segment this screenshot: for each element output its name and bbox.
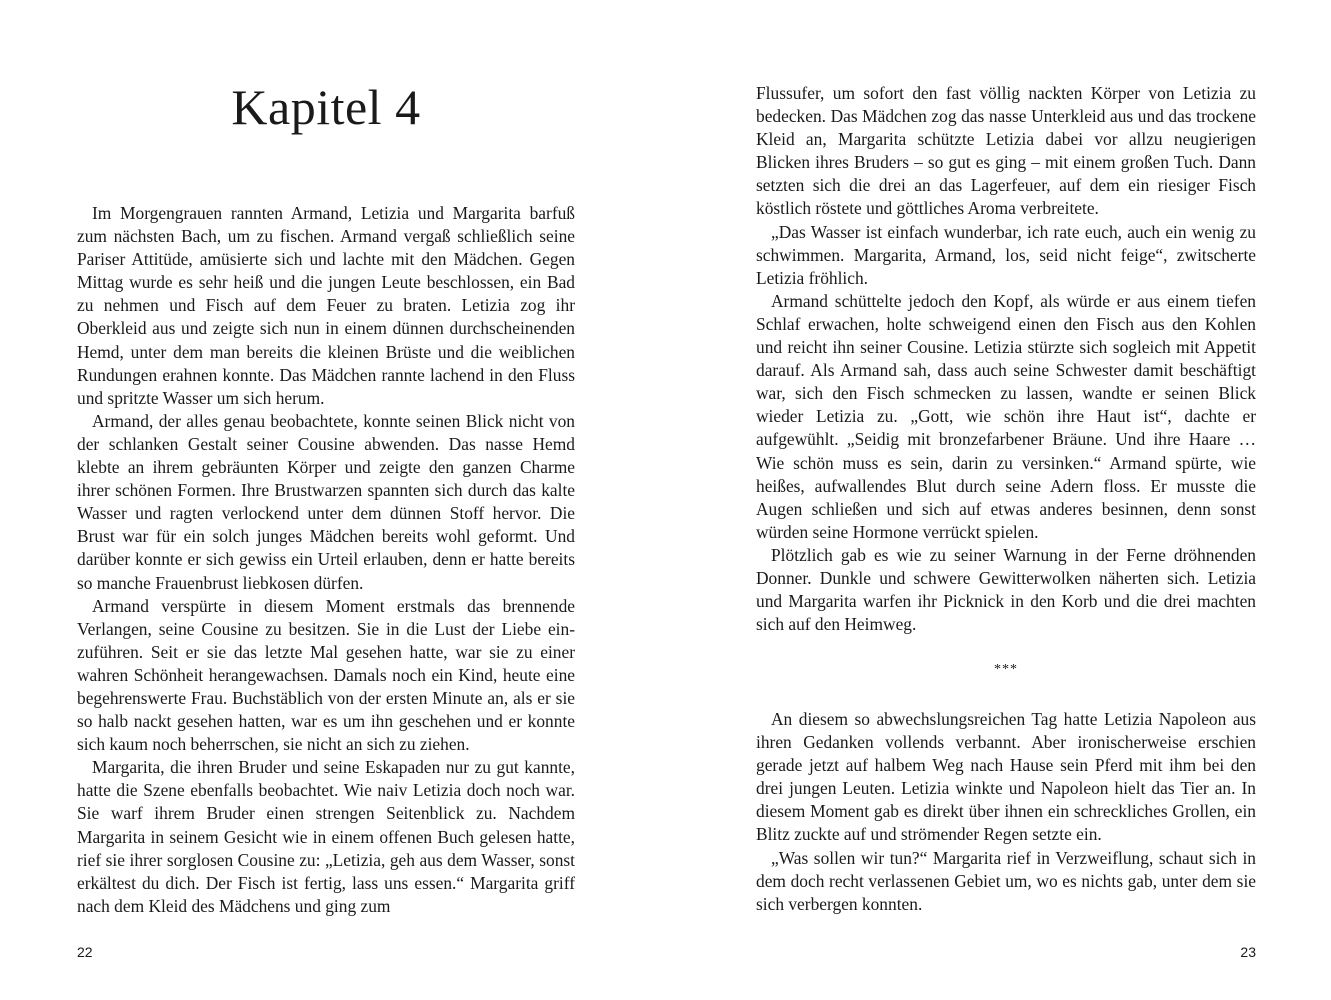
paragraph: Im Morgengrauen rannten Armand, Letizia und Margarita barfuß zum nächsten Bach, um zu fischen. Armand vergaß schließlich seine Pariser Attitüde, amüsierte sich und lachte mit den Mädchen. Gegen Mittag wurde es sehr heiß und die jungen Leute beschlossen, ein Bad zu nehmen und Fisch auf dem Feuer zu braten. Letizia zog ihr Oberkleid aus und zeigte sich nun in einem dünnen durchscheinenden Hemd, unter dem man bereits die kleinen Brüste und die weiblichen Rundungen erahnen konnte. Das Mädchen rannte lachend in den Fluss und spritzte Wasser um sich herum. <box>77 203 575 408</box>
paragraph: Armand schüttelte jedoch den Kopf, als würde er aus einem tiefen Schlaf erwachen, holte schweigend einen den Fisch aus den Kohlen und reicht ihn seiner Cousine. Letizia stürzte sich sogleich mit Appetit darauf. Als Armand sah, dass auch seine Schwester damit beschäftigt war, sich den Fisch schmecken zu lassen, wandte er seinen Blick wieder Letizia zu. „Gott, wie schön ihre Haut ist“, dachte er aufgewühlt. „Seidig mit bronzefarbener Bräune. Und ihre Haare … Wie schön muss es sein, darin zu versinken.“ Armand spürte, wie heißes, aufwallendes Blut durch seine Adern floss. Er musste die Augen schließen und sich auf etwas anderes besinnen, denn sonst würden seine Hormone verrückt spielen. <box>756 290 1256 542</box>
left-page-text <box>77 202 575 918</box>
paragraph: Flussufer, um sofort den fast völlig nackten Körper von Letizia zu bedecken. Das Mädchen zog das nasse Unterkleid aus und das trockene Kleid an, Margarita schützte Letizia dabei vor allzu neugierigen Blicken ihres Bruders – so gut es ging – mit einem großen Tuch. Dann setzten sich die drei an das Lagerfeuer, auf dem ein riesiger Fisch köstlich röstete und göttliches Aroma verbreitete. <box>756 83 1256 219</box>
paragraph: Armand verspürte in diesem Moment erstmals das brennende Verlangen, seine Cousine zu besitzen. Sie in die Lust der Liebe einzuführen. Seit er sie das letzte Mal gesehen hatte, war sie zu einer wahren Schönheit herangewachsen. Damals noch ein Kind, heute eine begehrenswerte Frau. Buchstäblich von der ersten Minute an, als er sie so halb nackt gesehen hatten, war es um ihn geschehen und er konnte sich kaum noch beherrschen, sie nicht an sich zu ziehen. <box>77 595 575 755</box>
paragraph: „Das Wasser ist einfach wunderbar, ich rate euch, auch ein wenig zu schwimmen. Margarita, Armand, los, seid nicht feige“, zwitscherte Letizia fröhlich. <box>756 221 1256 288</box>
page-number: 22 <box>77 944 93 960</box>
section-separator: *** <box>994 662 1018 677</box>
paragraph: Plötzlich gab es wie zu seiner Warnung in der Ferne dröhnenden Donner. Dunkle und schwere Gewitterwolken näherten sich. Letizia und Margarita warfen ihr Picknick in den Korb und die drei machten sich auf den Heimweg. <box>756 544 1256 635</box>
paragraph: Margarita, die ihren Bruder und seine Eskapaden nur zu gut kannte, hatte die Szene ebenfalls beobachtet. Wie naiv Letizia doch noch war. Sie warf ihrem Bruder einen strengen Seitenblick zu. Nachdem Margarita in seinem Gesicht wie in einem offenen Buch gelesen hatte, rief sie ihrer sorglosen Cousine zu: „Letizia, geh aus dem Wasser, sonst erkältest du dich. Der Fisch ist fertig, lass uns essen.“ Margarita griff nach dem Kleid des Mädchens und ging zum <box>77 757 575 916</box>
paragraph: „Was sollen wir tun?“ Margarita rief in Verzweiflung, schaut sich in dem doch recht verlassenen Gebiet um, wo es nichts gab, unter dem sie sich verbergen konnten. <box>756 847 1256 914</box>
chapter-title: Kapitel 4 <box>231 79 421 135</box>
page-number: 23 <box>1240 944 1256 960</box>
right-page <box>665 0 1331 1000</box>
right-page-text-top <box>756 82 1256 636</box>
paragraph: Armand, der alles genau beobachtete, konnte seinen Blick nicht von der schlanken Gestalt seiner Cousine abwenden. Das nasse Hemd klebte an ihrem gebräunten Körper und zeigte den ganzen Charme ihrer schönen Formen. Ihre Brustwarzen spannten sich durch das kalte Wasser und ragten verlockend unter dem dünnen Stoff hervor. Die Brust war für ein solch junges Mädchen bereits wohl geformt. Und darüber konnte er sich gewiss ein Urteil erlauben, denn er hatte bereits so manche Frauenbrust liebkosen dürfen. <box>77 410 575 593</box>
right-page-text-bottom <box>756 708 1256 916</box>
paragraph: An diesem so abwechslungsreichen Tag hatte Letizia Napoleon aus ihren Gedanken vollends verbannt. Aber ironischerweise erschien gerade jetzt auf halbem Weg nach Hause sein Pferd mit ihm bei den drei jungen Leuten. Letizia winkte und Napoleon hielt das Tier an. In diesem Moment gab es direkt über ihnen ein schreckliches Grollen, ein Blitz zuckte auf und strömender Regen setzte ein. <box>756 709 1256 845</box>
left-page <box>0 0 665 1000</box>
